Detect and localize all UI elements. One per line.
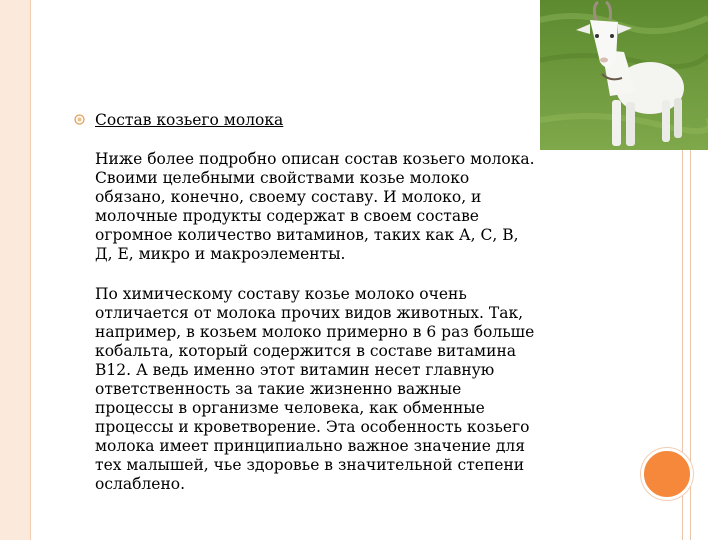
text-line: Своими целебными свойствами козье молоко: [95, 169, 470, 187]
left-decorative-border: [0, 0, 31, 540]
goat-photo: [540, 0, 708, 150]
orange-circle-decoration: [641, 448, 693, 500]
paragraph-chemical-composition: [95, 285, 615, 494]
bullet-icon: [74, 114, 85, 125]
text-line: молока имеет принципиально важное значение для: [95, 437, 526, 455]
text-line: процессы и кроветворение. Эта особенность козьего: [95, 418, 530, 436]
text-line: отличается от молока прочих видов животных. Так,: [95, 304, 524, 322]
text-line: ослаблено.: [95, 475, 186, 493]
text-line: ответственность за такие жизненно важные: [95, 380, 462, 398]
slide-heading: Состав козьего молока: [95, 111, 284, 129]
text-line: тех малышей, чье здоровье в значительной степени: [95, 456, 525, 474]
paragraph-composition-intro: [95, 150, 615, 264]
text-line: В12. А ведь именно этот витамин несет главную: [95, 361, 495, 379]
text-line: кобальта, который содержится в составе витамина: [95, 342, 517, 360]
text-line: Ниже более подробно описан состав козьего молока.: [95, 150, 535, 168]
text-line: обязано, конечно, своему составу. И молоко, и: [95, 188, 482, 206]
text-line: процессы в организме человека, как обменные: [95, 399, 485, 417]
text-line: молочные продукты содержат в своем составе: [95, 207, 479, 225]
text-line: огромное количество витаминов, таких как А, С, В,: [95, 226, 519, 244]
text-line: например, в козьем молоко примерно в 6 раз больше: [95, 323, 535, 341]
text-line: Д, Е, микро и макроэлементы.: [95, 245, 346, 263]
text-line: По химическому составу козье молоко очень: [95, 285, 467, 303]
